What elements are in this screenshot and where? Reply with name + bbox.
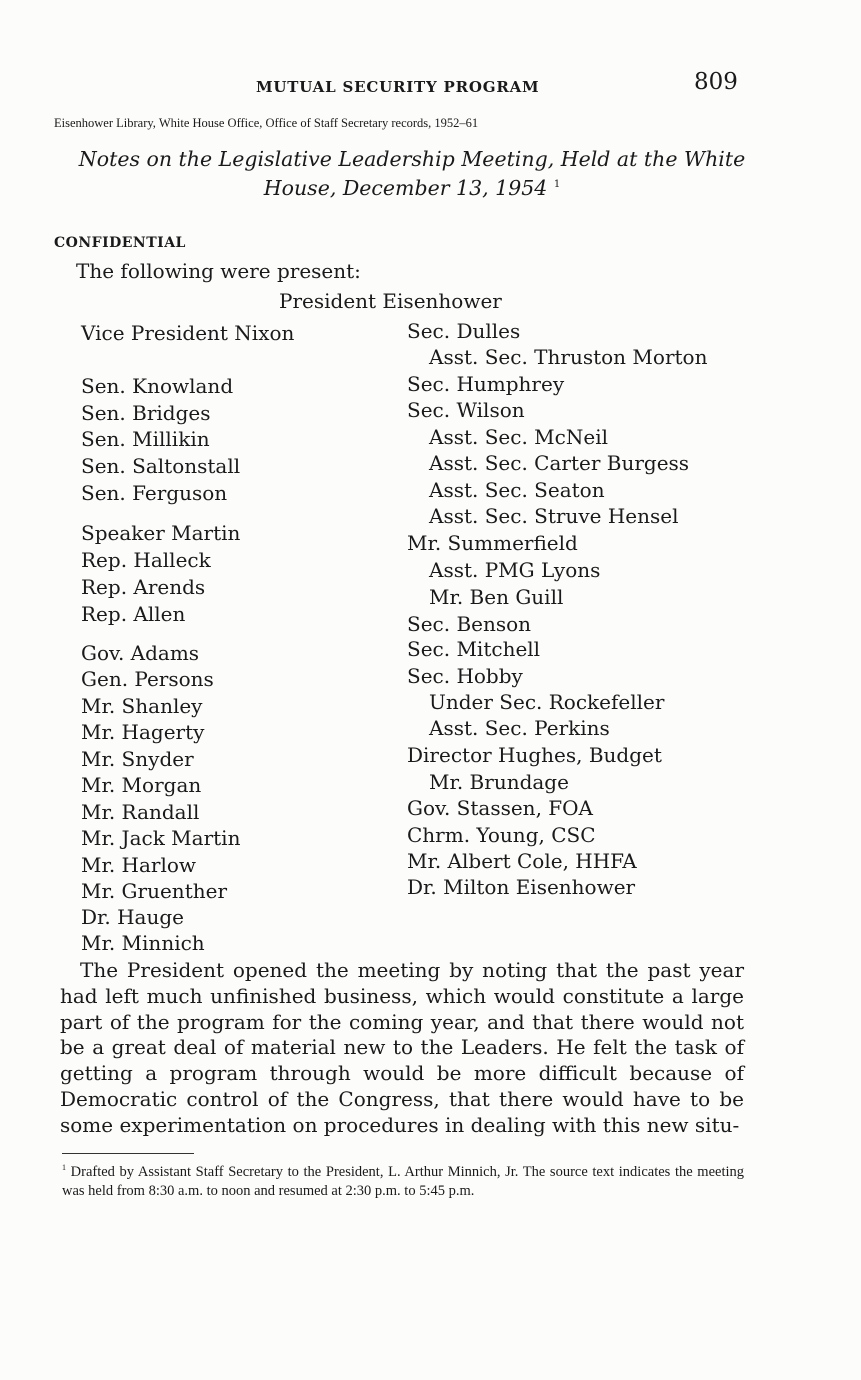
running-header-title: MUTUAL SECURITY PROGRAM	[256, 78, 540, 96]
attendee-name: Gov. Adams	[81, 641, 200, 665]
classification-label: CONFIDENTIAL	[54, 235, 186, 251]
attendee-name: Sen. Ferguson	[81, 481, 228, 505]
attendee-name: Chrm. Young, CSC	[407, 823, 596, 847]
attendee-name: Sen. Knowland	[81, 374, 234, 398]
attendee-name: Mr. Harlow	[81, 853, 197, 877]
attendee-name: Sen. Saltonstall	[81, 454, 241, 478]
attendee-name: Rep. Allen	[81, 602, 186, 626]
attendee-name: Mr. Shanley	[81, 694, 203, 718]
attendee-name: Sec. Hobby	[407, 664, 523, 688]
attendee-name: Sen. Bridges	[81, 401, 211, 425]
attendee-name: Mr. Snyder	[81, 747, 194, 771]
attendee-name: Mr. Minnich	[81, 931, 205, 955]
attendee-name: Mr. Brundage	[429, 770, 569, 794]
footnote-text: Drafted by Assistant Staff Secretary to the President, L. Arthur Minnich, Jr. The source text indicates the meeting was held from 8:30 a.m. to noon and resumed at 2:30 p.m. to 5:45 p.m.	[62, 1163, 745, 1199]
attendee-name: Mr. Ben Guill	[429, 585, 564, 609]
attendee-president: President Eisenhower	[279, 289, 502, 313]
attendee-name: Asst. Sec. Thruston Morton	[429, 345, 708, 369]
attendee-name: Mr. Jack Martin	[81, 826, 241, 850]
attendee-name: Rep. Arends	[81, 575, 206, 599]
attendee-name: Speaker Martin	[81, 521, 241, 545]
footnote	[62, 1158, 744, 1201]
attendee-name: Sec. Benson	[407, 612, 532, 636]
attendee-name: Asst. PMG Lyons	[429, 558, 601, 582]
attendees-intro: The following were present:	[76, 259, 361, 283]
attendee-name: Dr. Hauge	[81, 905, 184, 929]
footnote-number: 1	[62, 1163, 66, 1172]
attendee-name: Gen. Persons	[81, 667, 214, 691]
attendee-name: Mr. Summerfield	[407, 531, 578, 555]
page-number: 809	[694, 69, 738, 95]
attendee-name: Mr. Morgan	[81, 773, 202, 797]
attendee-name: Rep. Halleck	[81, 548, 211, 572]
attendee-name: Sec. Mitchell	[407, 637, 541, 661]
attendee-name: Asst. Sec. Perkins	[429, 716, 610, 740]
document-title	[52, 146, 772, 201]
footnote-divider	[62, 1153, 194, 1154]
attendee-name: Sen. Millikin	[81, 427, 210, 451]
attendee-name: Asst. Sec. Carter Burgess	[429, 451, 690, 475]
attendee-name: Mr. Albert Cole, HHFA	[407, 849, 637, 873]
attendee-name: Sec. Dulles	[407, 319, 521, 343]
attendee-name: Sec. Wilson	[407, 398, 525, 422]
attendee-name: Asst. Sec. Seaton	[429, 478, 605, 502]
attendee-name: Asst. Sec. McNeil	[429, 425, 608, 449]
attendee-name: Mr. Hagerty	[81, 720, 205, 744]
attendee-name: Mr. Randall	[81, 800, 200, 824]
document-title-text: Notes on the Legislative Leadership Meeting, Held at the White House, December 13, 1954	[78, 147, 746, 200]
attendee-name: Vice President Nixon	[81, 321, 295, 345]
attendee-name: Under Sec. Rockefeller	[429, 690, 665, 714]
attendee-name: Asst. Sec. Struve Hensel	[429, 504, 679, 528]
attendee-name: Mr. Gruenther	[81, 879, 228, 903]
attendee-name: Gov. Stassen, FOA	[407, 796, 593, 820]
source-citation: Eisenhower Library, White House Office, Office of Staff Secretary records, 1952–61	[54, 116, 479, 130]
attendee-name: Dr. Milton Eisenhower	[407, 875, 636, 899]
attendee-name: Director Hughes, Budget	[407, 743, 662, 767]
footnote-marker: 1	[553, 179, 561, 190]
attendee-name: Sec. Humphrey	[407, 372, 565, 396]
body-paragraph: The President opened the meeting by noting that the past year had left much unfinished business, which would constitute a large part of the program for the coming year, and that there would not be a great deal of material new to the Leaders. He felt the task of getting a program through would be more difficult because of Democratic control of the Congress, that there would have to be some experimentation on procedures in dealing with this new situ-	[60, 958, 744, 1137]
